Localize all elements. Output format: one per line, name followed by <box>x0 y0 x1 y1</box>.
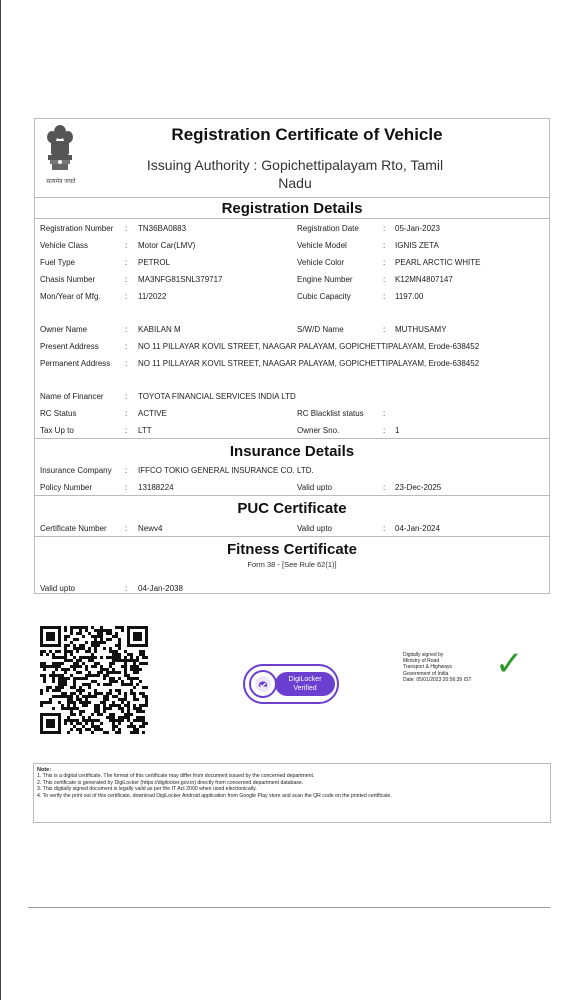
present-address-label: Present Address <box>40 342 99 351</box>
note-item: 2. This certificate is generated by DigiLocker (https://digilocker.gov.in) directly from concerned department database. <box>37 779 304 786</box>
field-value: TN36BA0883 <box>138 224 187 233</box>
fitness-certificate-title: Fitness Certificate <box>226 541 358 558</box>
note-item: 4. To verify the print out of this certificate, download DigiLocker Android application from Google Play store and scan the QR code on the printed certificate. <box>37 792 392 799</box>
permanent-address-value: NO 11 PILLAYAR KOVIL STREET, NAAGAR PALAYAM, GOPICHETTIPALAYAM, Erode-638452 <box>138 359 480 368</box>
colon: : <box>125 409 128 418</box>
field-label: Vehicle Class <box>40 241 89 250</box>
colon: : <box>383 275 386 284</box>
field-label: Registration Number <box>40 224 114 233</box>
signature-line: Date: 05/01/2023 20:56:39 IST <box>403 676 472 683</box>
checkmark-icon: ✓ <box>495 644 524 684</box>
colon: : <box>125 325 128 334</box>
bottom-divider <box>28 907 550 908</box>
note-item: 3. This digitally signed document is legally valid as per the IT Act 2000 when used electronically. <box>37 786 257 793</box>
rc-status-value: ACTIVE <box>138 409 167 418</box>
field-value: MA3NFG81SNL379717 <box>138 275 223 284</box>
field-label: Vehicle Model <box>297 241 347 250</box>
colon: : <box>383 426 386 435</box>
colon: : <box>383 409 386 418</box>
colon: : <box>125 359 128 368</box>
colon: : <box>125 584 128 593</box>
permanent-address-label: Permanent Address <box>40 359 111 368</box>
colon: : <box>125 258 128 267</box>
colon: : <box>125 466 128 475</box>
field-value: PETROL <box>138 258 171 267</box>
verified-label: Verified <box>293 685 317 692</box>
certificate-title: Registration Certificate of Vehicle <box>171 125 443 144</box>
detail-row <box>35 258 549 274</box>
colon: : <box>383 292 386 301</box>
digilocker-pill <box>275 672 335 696</box>
digilocker-icon <box>249 670 277 698</box>
detail-row <box>35 292 549 308</box>
colon: : <box>125 241 128 250</box>
registration-certificate <box>34 118 550 594</box>
colon: : <box>383 258 386 267</box>
divider <box>35 495 549 496</box>
colon: : <box>125 275 128 284</box>
fitness-form-ref: Form 38 - [See Rule 62(1)] <box>247 560 337 569</box>
digilocker-label: DigiLocker <box>288 676 322 683</box>
puc-valid-value: 04-Jan-2024 <box>395 524 440 533</box>
detail-row <box>35 275 549 291</box>
policy-row <box>35 483 549 499</box>
certificate-header <box>35 119 549 198</box>
field-label: Fuel Type <box>40 258 75 267</box>
puc-certificate-title: PUC Certificate <box>237 500 347 517</box>
puc-row <box>35 524 549 540</box>
puc-valid-label: Valid upto <box>297 524 332 533</box>
field-label: Mon/Year of Mfg. <box>40 292 101 301</box>
signature-line: Government of India <box>403 670 449 677</box>
field-label: Chasis Number <box>40 275 96 284</box>
insurance-company-value: IFFCO TOKIO GENERAL INSURANCE CO. LTD. <box>138 466 314 475</box>
note-title: Note: <box>37 767 52 773</box>
financer-label: Name of Financer <box>40 392 104 401</box>
colon: : <box>125 224 128 233</box>
field-value: PEARL ARCTIC WHITE <box>395 258 481 267</box>
field-label: Vehicle Color <box>297 258 345 267</box>
colon: : <box>125 426 128 435</box>
rc-status-row <box>35 409 549 425</box>
field-value: K12MN4807147 <box>395 275 453 284</box>
divider <box>35 218 549 219</box>
insurance-company-row <box>35 466 549 482</box>
colon: : <box>125 524 128 533</box>
fitness-valid-value: 04-Jan-2038 <box>138 584 183 593</box>
field-label: Cubic Capacity <box>297 292 351 301</box>
colon: : <box>125 392 128 401</box>
field-value: IGNIS ZETA <box>395 241 439 250</box>
insurance-details-title: Insurance Details <box>229 443 355 460</box>
emblem-caption: सत्यमेव जयते <box>46 179 76 185</box>
puc-cert-value: Newv4 <box>138 524 163 533</box>
fitness-valid-label: Valid upto <box>40 584 75 593</box>
divider <box>35 536 549 537</box>
issuing-authority-line2: Nadu <box>278 175 312 191</box>
signature-line: Transport & Highways <box>403 664 452 671</box>
owner-row <box>35 325 549 341</box>
policy-number-value: 13188224 <box>138 483 174 492</box>
issuing-authority <box>135 156 455 192</box>
issuing-authority-line1: Issuing Authority : Gopichettipalayam Rto, Tamil <box>146 157 444 173</box>
owner-name-value: KABILAN M <box>138 325 181 334</box>
present-address-row <box>35 342 549 358</box>
financer-row <box>35 392 549 408</box>
digilocker-verified-badge <box>243 664 339 704</box>
registration-details-title: Registration Details <box>221 200 363 217</box>
owner-name-label: Owner Name <box>40 325 88 334</box>
swd-name-value: MUTHUSAMY <box>395 325 447 334</box>
note-box <box>33 763 551 823</box>
financer-value: TOYOTA FINANCIAL SERVICES INDIA LTD <box>138 392 296 401</box>
signature-line: Ministry of Road <box>403 658 440 665</box>
insurance-valid-label: Valid upto <box>297 483 332 492</box>
field-label: Engine Number <box>297 275 353 284</box>
tax-label: Tax Up to <box>40 426 74 435</box>
colon: : <box>125 292 128 301</box>
present-address-value: NO 11 PILLAYAR KOVIL STREET, NAAGAR PALAYAM, GOPICHETTIPALAYAM, Erode-638452 <box>138 342 480 351</box>
policy-number-label: Policy Number <box>40 483 93 492</box>
page-left-border <box>0 0 1 1000</box>
owner-sno-label: Owner Sno. <box>297 426 340 435</box>
note-item: 1. This is a digital certificate. The format of this certificate may differ from document issued by the concerned department. <box>37 773 315 780</box>
colon: : <box>383 325 386 334</box>
signature-line: Digitally signed by <box>403 652 444 658</box>
insurance-valid-value: 23-Dec-2025 <box>395 483 442 492</box>
owner-sno-value: 1 <box>395 426 400 435</box>
colon: : <box>383 224 386 233</box>
field-label: Registration Date <box>297 224 359 233</box>
colon: : <box>383 241 386 250</box>
rc-status-label: RC Status <box>40 409 77 418</box>
qr-code <box>40 626 148 734</box>
permanent-address-row <box>35 359 549 375</box>
puc-cert-label: Certificate Number <box>40 524 107 533</box>
detail-row <box>35 224 549 240</box>
fitness-valid-row <box>35 584 549 600</box>
field-value: 11/2022 <box>138 292 167 301</box>
detail-row <box>35 241 549 257</box>
colon: : <box>383 524 386 533</box>
tax-value: LTT <box>138 426 152 435</box>
swd-name-label: S/W/D Name <box>297 325 344 334</box>
colon: : <box>383 483 386 492</box>
colon: : <box>125 342 128 351</box>
field-value: 1197.00 <box>395 292 424 301</box>
divider <box>35 438 549 439</box>
field-value: Motor Car(LMV) <box>138 241 196 250</box>
tax-row <box>35 426 549 442</box>
rc-blacklist-label: RC Blacklist status <box>297 409 364 418</box>
field-value: 05-Jan-2023 <box>395 224 440 233</box>
insurance-company-label: Insurance Company <box>40 466 112 475</box>
colon: : <box>125 483 128 492</box>
